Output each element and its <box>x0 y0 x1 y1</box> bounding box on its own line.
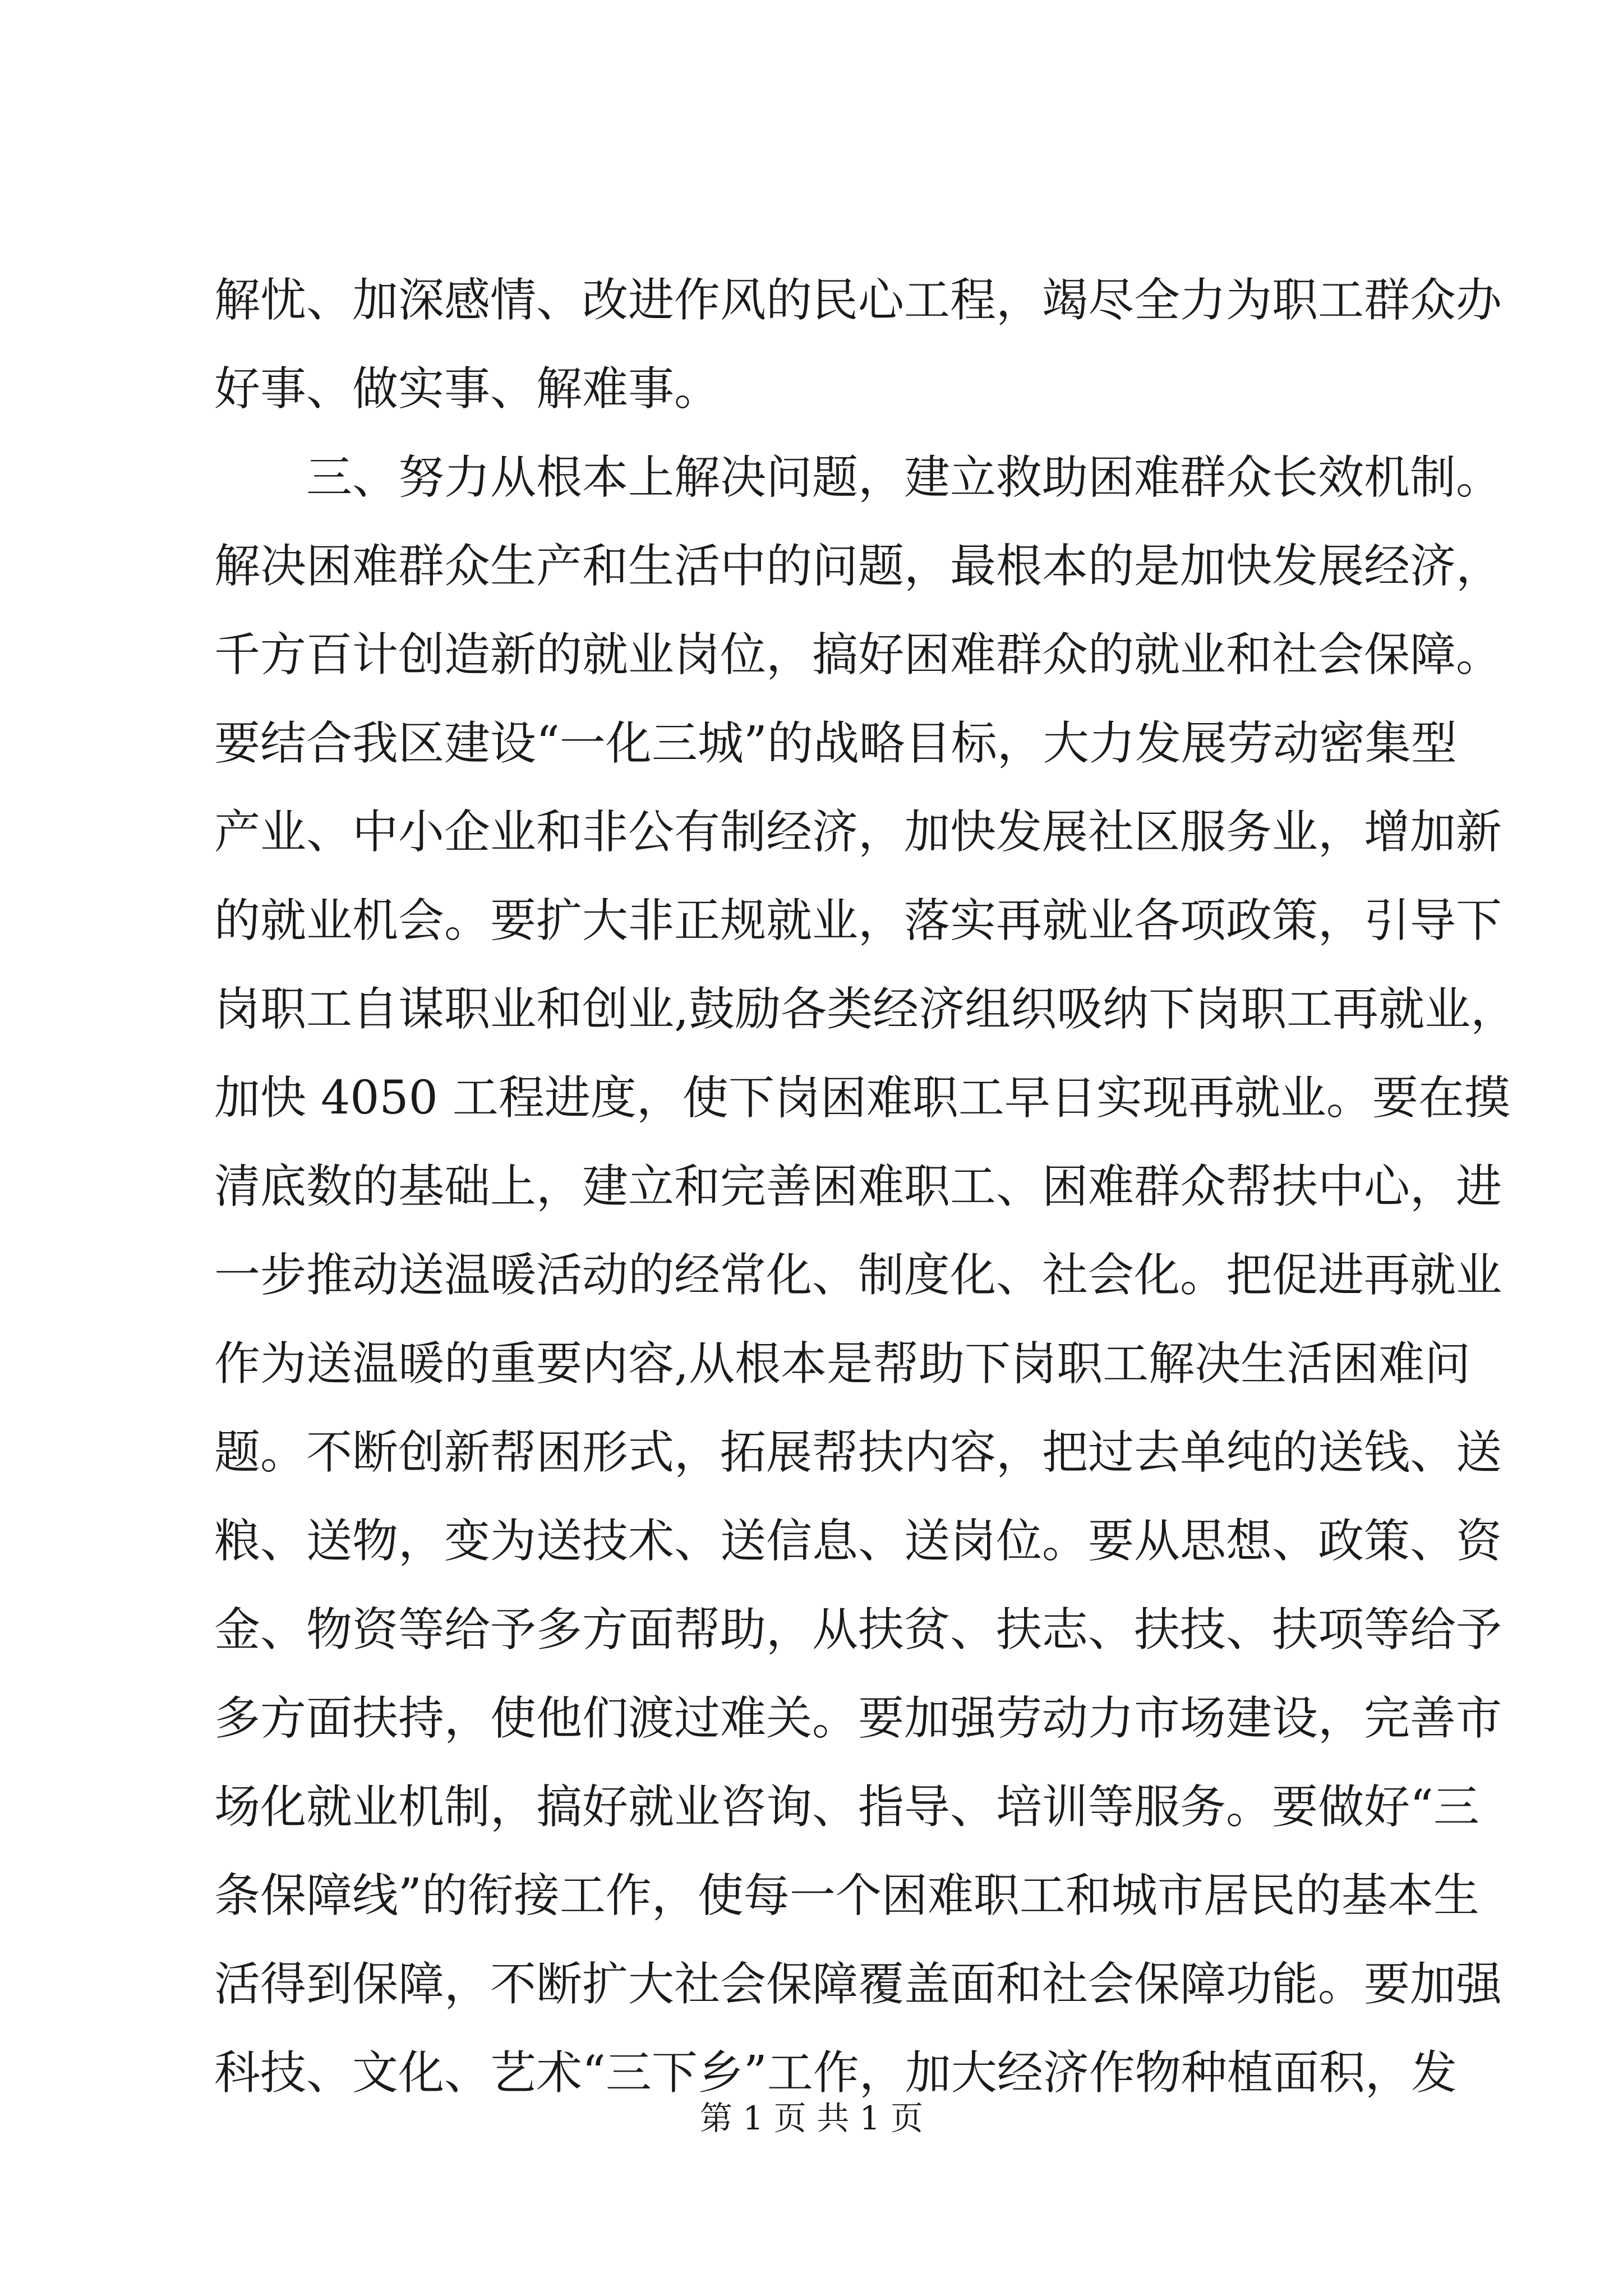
text-line: 岗职工自谋职业和创业,鼓励各类经济组织吸纳下岗职工再就业， <box>214 983 1517 1036</box>
text-line: 的就业机会。要扩大非正规就业，落实再就业各项政策，引导下 <box>214 894 1502 947</box>
text-line: 清底数的基础上，建立和完善困难职工、困难群众帮扶中心，进 <box>214 1160 1502 1213</box>
text-line: 题。不断创新帮困形式，拓展帮扶内容，把过去单纯的送钱、送 <box>214 1426 1502 1479</box>
text-line: 产业、中小企业和非公有制经济，加快发展社区服务业，增加新 <box>214 806 1502 859</box>
text-line: 解忧、加深感情、改进作风的民心工程，竭尽全力为职工群众办 <box>214 274 1502 327</box>
text-line: 活得到保障，不断扩大社会保障覆盖面和社会保障功能。要加强 <box>214 1958 1502 2011</box>
body-text <box>214 256 1517 2118</box>
text-line: 好事、做实事、解难事。 <box>214 362 721 416</box>
text-line: 一步推动送温暖活动的经常化、制度化、社会化。把促进再就业 <box>214 1249 1502 1302</box>
text-line: 科技、文化、艺术“三下乡”工作，加大经济作物种植面积，发 <box>214 2046 1457 2100</box>
text-line: 多方面扶持，使他们渡过难关。要加强劳动力市场建设，完善市 <box>214 1692 1502 1745</box>
text-line: 场化就业机制，搞好就业咨询、指导、培训等服务。要做好“三 <box>214 1780 1479 1834</box>
text-line: 作为送温暖的重要内容,从根本是帮助下岗职工解决生活困难问 <box>214 1337 1471 1391</box>
text-line: 解决困难群众生产和生活中的问题，最根本的是加快发展经济， <box>214 540 1502 593</box>
text-line: 金、物资等给予多方面帮助，从扶贫、扶志、扶技、扶项等给予 <box>214 1603 1502 1657</box>
text-line: 粮、送物，变为送技术、送信息、送岗位。要从思想、政策、资 <box>214 1515 1502 1568</box>
page-footer <box>0 2096 1623 2141</box>
text-line: 条保障线”的衔接工作，使每一个困难职工和城市居民的基本生 <box>214 1869 1479 1922</box>
text-line: 加快 4050 工程进度，使下岗困难职工早日实现再就业。要在摸 <box>214 1071 1510 1125</box>
page-number-label: 第 1 页 共 1 页 <box>700 2099 923 2137</box>
text-line: 三、努力从根本上解决问题，建立救助困难群众长效机制。 <box>214 451 1502 504</box>
text-line: 千方百计创造新的就业岗位，搞好困难群众的就业和社会保障。 <box>214 628 1502 682</box>
text-line: 要结合我区建设“一化三城”的战略目标，大力发展劳动密集型 <box>214 717 1457 770</box>
